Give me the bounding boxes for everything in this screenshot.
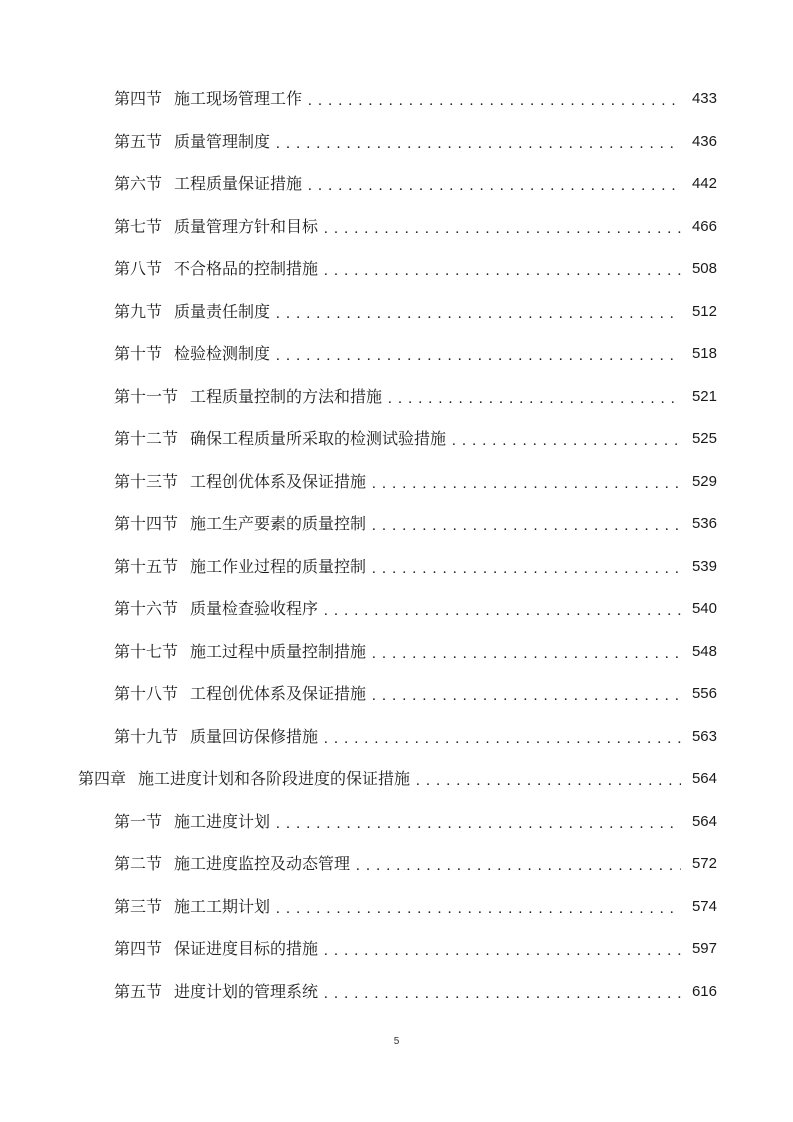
toc-entry-page: 572 (691, 855, 717, 873)
toc-entry-number: 第十二节 (114, 429, 179, 449)
toc-entry-number: 第六节 (114, 174, 163, 194)
toc-entry-number: 第四节 (114, 89, 163, 109)
toc-entry-page: 597 (691, 940, 717, 958)
toc-section-entry[interactable] (0, 843, 793, 886)
toc-dot-leader (276, 898, 681, 918)
toc-section-entry[interactable] (0, 461, 793, 504)
toc-dot-leader (308, 175, 681, 195)
toc-dot-leader (324, 983, 681, 1003)
toc-section-entry[interactable] (0, 673, 793, 716)
toc-entry-page: 564 (691, 770, 717, 788)
toc-entry-number: 第三节 (114, 896, 163, 916)
toc-entry-title: 工程质量控制的方法和措施 (190, 386, 383, 406)
toc-entry-title: 检验检测制度 (174, 344, 271, 364)
toc-entry-title: 工程质量保证措施 (174, 174, 303, 194)
page-number: 5 (393, 1036, 400, 1047)
toc-section-entry[interactable] (0, 716, 793, 759)
toc-entry-page: 436 (691, 132, 717, 150)
toc-entry-number: 第八节 (114, 259, 163, 279)
toc-entry-title: 质量管理制度 (174, 131, 271, 151)
toc-entry-title: 质量回访保修措施 (190, 726, 319, 746)
toc-dot-leader (276, 303, 681, 323)
toc-section-entry[interactable] (0, 333, 793, 376)
toc-dot-leader (372, 473, 681, 493)
toc-entry-title: 确保工程质量所采取的检测试验措施 (190, 429, 447, 449)
toc-dot-leader (276, 133, 681, 153)
toc-dot-leader (388, 388, 681, 408)
toc-entry-number: 第五节 (114, 981, 163, 1001)
toc-entry-title: 保证进度目标的措施 (174, 939, 319, 959)
toc-section-entry[interactable] (0, 291, 793, 334)
toc-entry-page: 564 (691, 812, 717, 830)
toc-section-entry[interactable] (0, 206, 793, 249)
toc-entry-number: 第一节 (114, 811, 163, 831)
toc-dot-leader (452, 430, 681, 450)
toc-entry-title: 施工进度计划和各阶段进度的保证措施 (138, 769, 411, 789)
toc-entry-number: 第九节 (114, 301, 163, 321)
toc-dot-leader (372, 515, 681, 535)
toc-entry-page: 518 (691, 345, 717, 363)
toc-dot-leader (372, 643, 681, 663)
toc-section-entry[interactable] (0, 971, 793, 1014)
toc-entry-number: 第十四节 (114, 514, 179, 534)
toc-entry-page: 433 (691, 90, 717, 108)
toc-entry-page: 466 (691, 217, 717, 235)
toc-entry-number: 第十一节 (114, 386, 179, 406)
toc-section-entry[interactable] (0, 163, 793, 206)
toc-entry-page: 574 (691, 897, 717, 915)
toc-entry-title: 施工现场管理工作 (174, 89, 303, 109)
toc-entry-page: 512 (691, 302, 717, 320)
toc-entry-number: 第二节 (114, 854, 163, 874)
toc-section-entry[interactable] (0, 503, 793, 546)
toc-entry-title: 进度计划的管理系统 (174, 981, 319, 1001)
toc-section-entry[interactable] (0, 886, 793, 929)
toc-entry-page: 548 (691, 642, 717, 660)
toc-entry-title: 不合格品的控制措施 (174, 259, 319, 279)
toc-entry-page: 442 (691, 175, 717, 193)
toc-dot-leader (372, 685, 681, 705)
toc-entry-number: 第四章 (78, 769, 127, 789)
toc-dot-leader (324, 218, 681, 238)
toc-entry-title: 施工过程中质量控制措施 (190, 641, 367, 661)
toc-chapter-entry[interactable] (0, 758, 793, 801)
toc-entry-number: 第十九节 (114, 726, 179, 746)
toc-entry-number: 第七节 (114, 216, 163, 236)
toc-section-entry[interactable] (0, 546, 793, 589)
toc-entry-number: 第十节 (114, 344, 163, 364)
table-of-contents (0, 78, 793, 1013)
toc-entry-number: 第十八节 (114, 684, 179, 704)
toc-entry-title: 施工进度监控及动态管理 (174, 854, 351, 874)
toc-entry-page: 529 (691, 472, 717, 490)
toc-dot-leader (276, 813, 681, 833)
toc-entry-number: 第十六节 (114, 599, 179, 619)
toc-entry-title: 工程创优体系及保证措施 (190, 471, 367, 491)
toc-entry-page: 508 (691, 260, 717, 278)
toc-section-entry[interactable] (0, 801, 793, 844)
toc-entry-number: 第四节 (114, 939, 163, 959)
toc-entry-page: 616 (691, 982, 717, 1000)
toc-section-entry[interactable] (0, 121, 793, 164)
toc-dot-leader (416, 770, 681, 790)
toc-entry-page: 540 (691, 600, 717, 618)
toc-entry-title: 质量管理方针和目标 (174, 216, 319, 236)
toc-entry-title: 施工作业过程的质量控制 (190, 556, 367, 576)
toc-dot-leader (276, 345, 681, 365)
toc-entry-title: 施工工期计划 (174, 896, 271, 916)
toc-entry-title: 施工进度计划 (174, 811, 271, 831)
toc-dot-leader (324, 728, 681, 748)
toc-dot-leader (308, 90, 681, 110)
toc-entry-title: 质量检查验收程序 (190, 599, 319, 619)
toc-entry-number: 第十七节 (114, 641, 179, 661)
toc-section-entry[interactable] (0, 376, 793, 419)
toc-section-entry[interactable] (0, 928, 793, 971)
toc-entry-page: 521 (691, 387, 717, 405)
toc-dot-leader (324, 600, 681, 620)
toc-entry-title: 质量责任制度 (174, 301, 271, 321)
toc-dot-leader (324, 940, 681, 960)
toc-entry-number: 第五节 (114, 131, 163, 151)
toc-section-entry[interactable] (0, 631, 793, 674)
toc-entry-page: 536 (691, 515, 717, 533)
toc-entry-page: 563 (691, 727, 717, 745)
toc-section-entry[interactable] (0, 588, 793, 631)
toc-dot-leader (356, 855, 681, 875)
toc-dot-leader (372, 558, 681, 578)
toc-entry-page: 539 (691, 557, 717, 575)
toc-entry-title: 工程创优体系及保证措施 (190, 684, 367, 704)
toc-section-entry[interactable] (0, 418, 793, 461)
toc-entry-number: 第十五节 (114, 556, 179, 576)
toc-section-entry[interactable] (0, 248, 793, 291)
toc-entry-page: 525 (691, 430, 717, 448)
toc-section-entry[interactable] (0, 78, 793, 121)
toc-entry-page: 556 (691, 685, 717, 703)
toc-entry-title: 施工生产要素的质量控制 (190, 514, 367, 534)
toc-entry-number: 第十三节 (114, 471, 179, 491)
toc-dot-leader (324, 260, 681, 280)
